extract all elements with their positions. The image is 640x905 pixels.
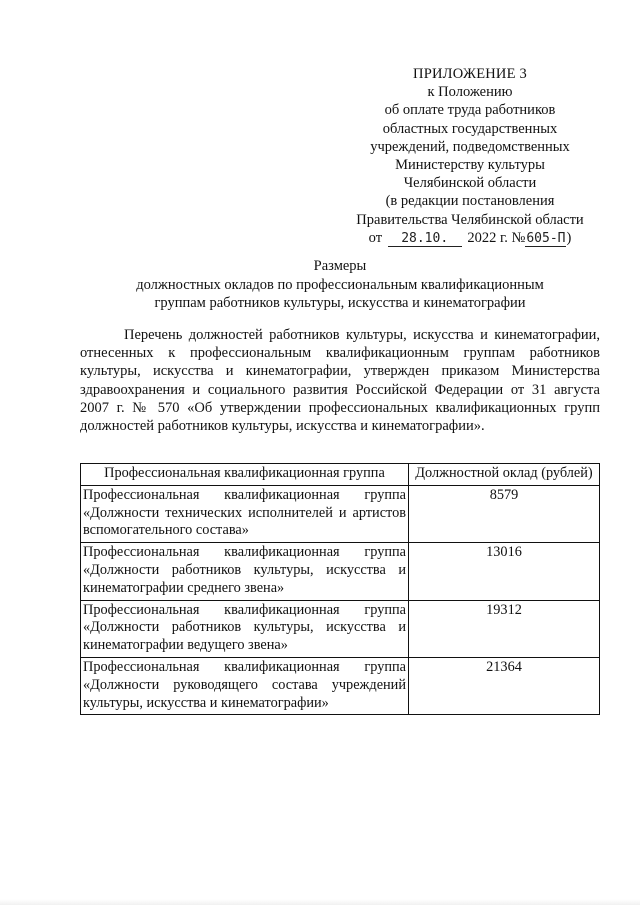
appendix-line: Правительства Челябинской области <box>356 211 584 228</box>
table-header-row <box>81 464 600 486</box>
salary-table <box>80 463 600 715</box>
handwritten-number: 605-П <box>526 230 566 246</box>
close-paren: ) <box>566 229 572 246</box>
appendix-line: об оплате труда работников <box>384 102 556 119</box>
heading-line: группам работников культуры, искусства и кинематографии <box>154 295 526 311</box>
salary-cell: 21364 <box>409 657 600 714</box>
table-row <box>81 485 600 542</box>
resolution-date-line <box>369 229 572 247</box>
table-row <box>81 657 600 714</box>
scan-edge <box>0 899 640 905</box>
handwritten-date: 28.10. <box>388 232 462 247</box>
date-prefix: от <box>368 229 383 246</box>
salary-cell: 13016 <box>409 543 600 600</box>
year-text: 2022 г. № <box>467 229 526 246</box>
document-heading <box>80 257 600 313</box>
group-cell: Профессиональная квалификационная группа «Должности работников культуры, искусства и кинематографии среднего звена» <box>81 543 409 600</box>
group-cell: Профессиональная квалификационная группа «Должности технических исполнителей и артистов вспомогательного состава» <box>81 485 409 542</box>
appendix-line: Челябинской области <box>403 175 537 192</box>
heading-line: Размеры <box>313 258 367 274</box>
appendix-line: (в редакции постановления <box>385 193 555 210</box>
appendix-line: к Положению <box>427 84 513 101</box>
header-salary: Должностной оклад (рублей) <box>409 464 600 486</box>
salary-cell: 19312 <box>409 600 600 657</box>
salary-cell: 8579 <box>409 485 600 542</box>
intro-paragraph: Перечень должностей работников культуры, искусства и кинематографии, отнесенных к профессиональным квалификационным группам работников культуры, искусства и кинематографии, утвержден приказом Министерства здравоохранения и социального развития Российской Федерации от 31 августа 2007 г. № 570 «Об утверждении профессиональных квалификационных групп должностей работников культуры, искусства и кинематографии». <box>80 327 600 435</box>
appendix-title: ПРИЛОЖЕНИЕ 3 <box>413 66 527 82</box>
table-row <box>81 600 600 657</box>
table-row <box>81 543 600 600</box>
heading-line: должностных окладов по профессиональным квалификационным <box>136 276 544 293</box>
group-cell: Профессиональная квалификационная группа «Должности руководящего состава учреждений культуры, искусства и кинематографии» <box>81 657 409 714</box>
appendix-line: Министерству культуры <box>395 157 545 174</box>
appendix-block <box>340 65 600 247</box>
appendix-line: областных государственных <box>382 120 558 137</box>
header-group: Профессиональная квалификационная группа <box>81 464 409 486</box>
appendix-line: учреждений, подведомственных <box>370 138 570 155</box>
group-cell: Профессиональная квалификационная группа «Должности работников культуры, искусства и кинематографии ведущего звена» <box>81 600 409 657</box>
